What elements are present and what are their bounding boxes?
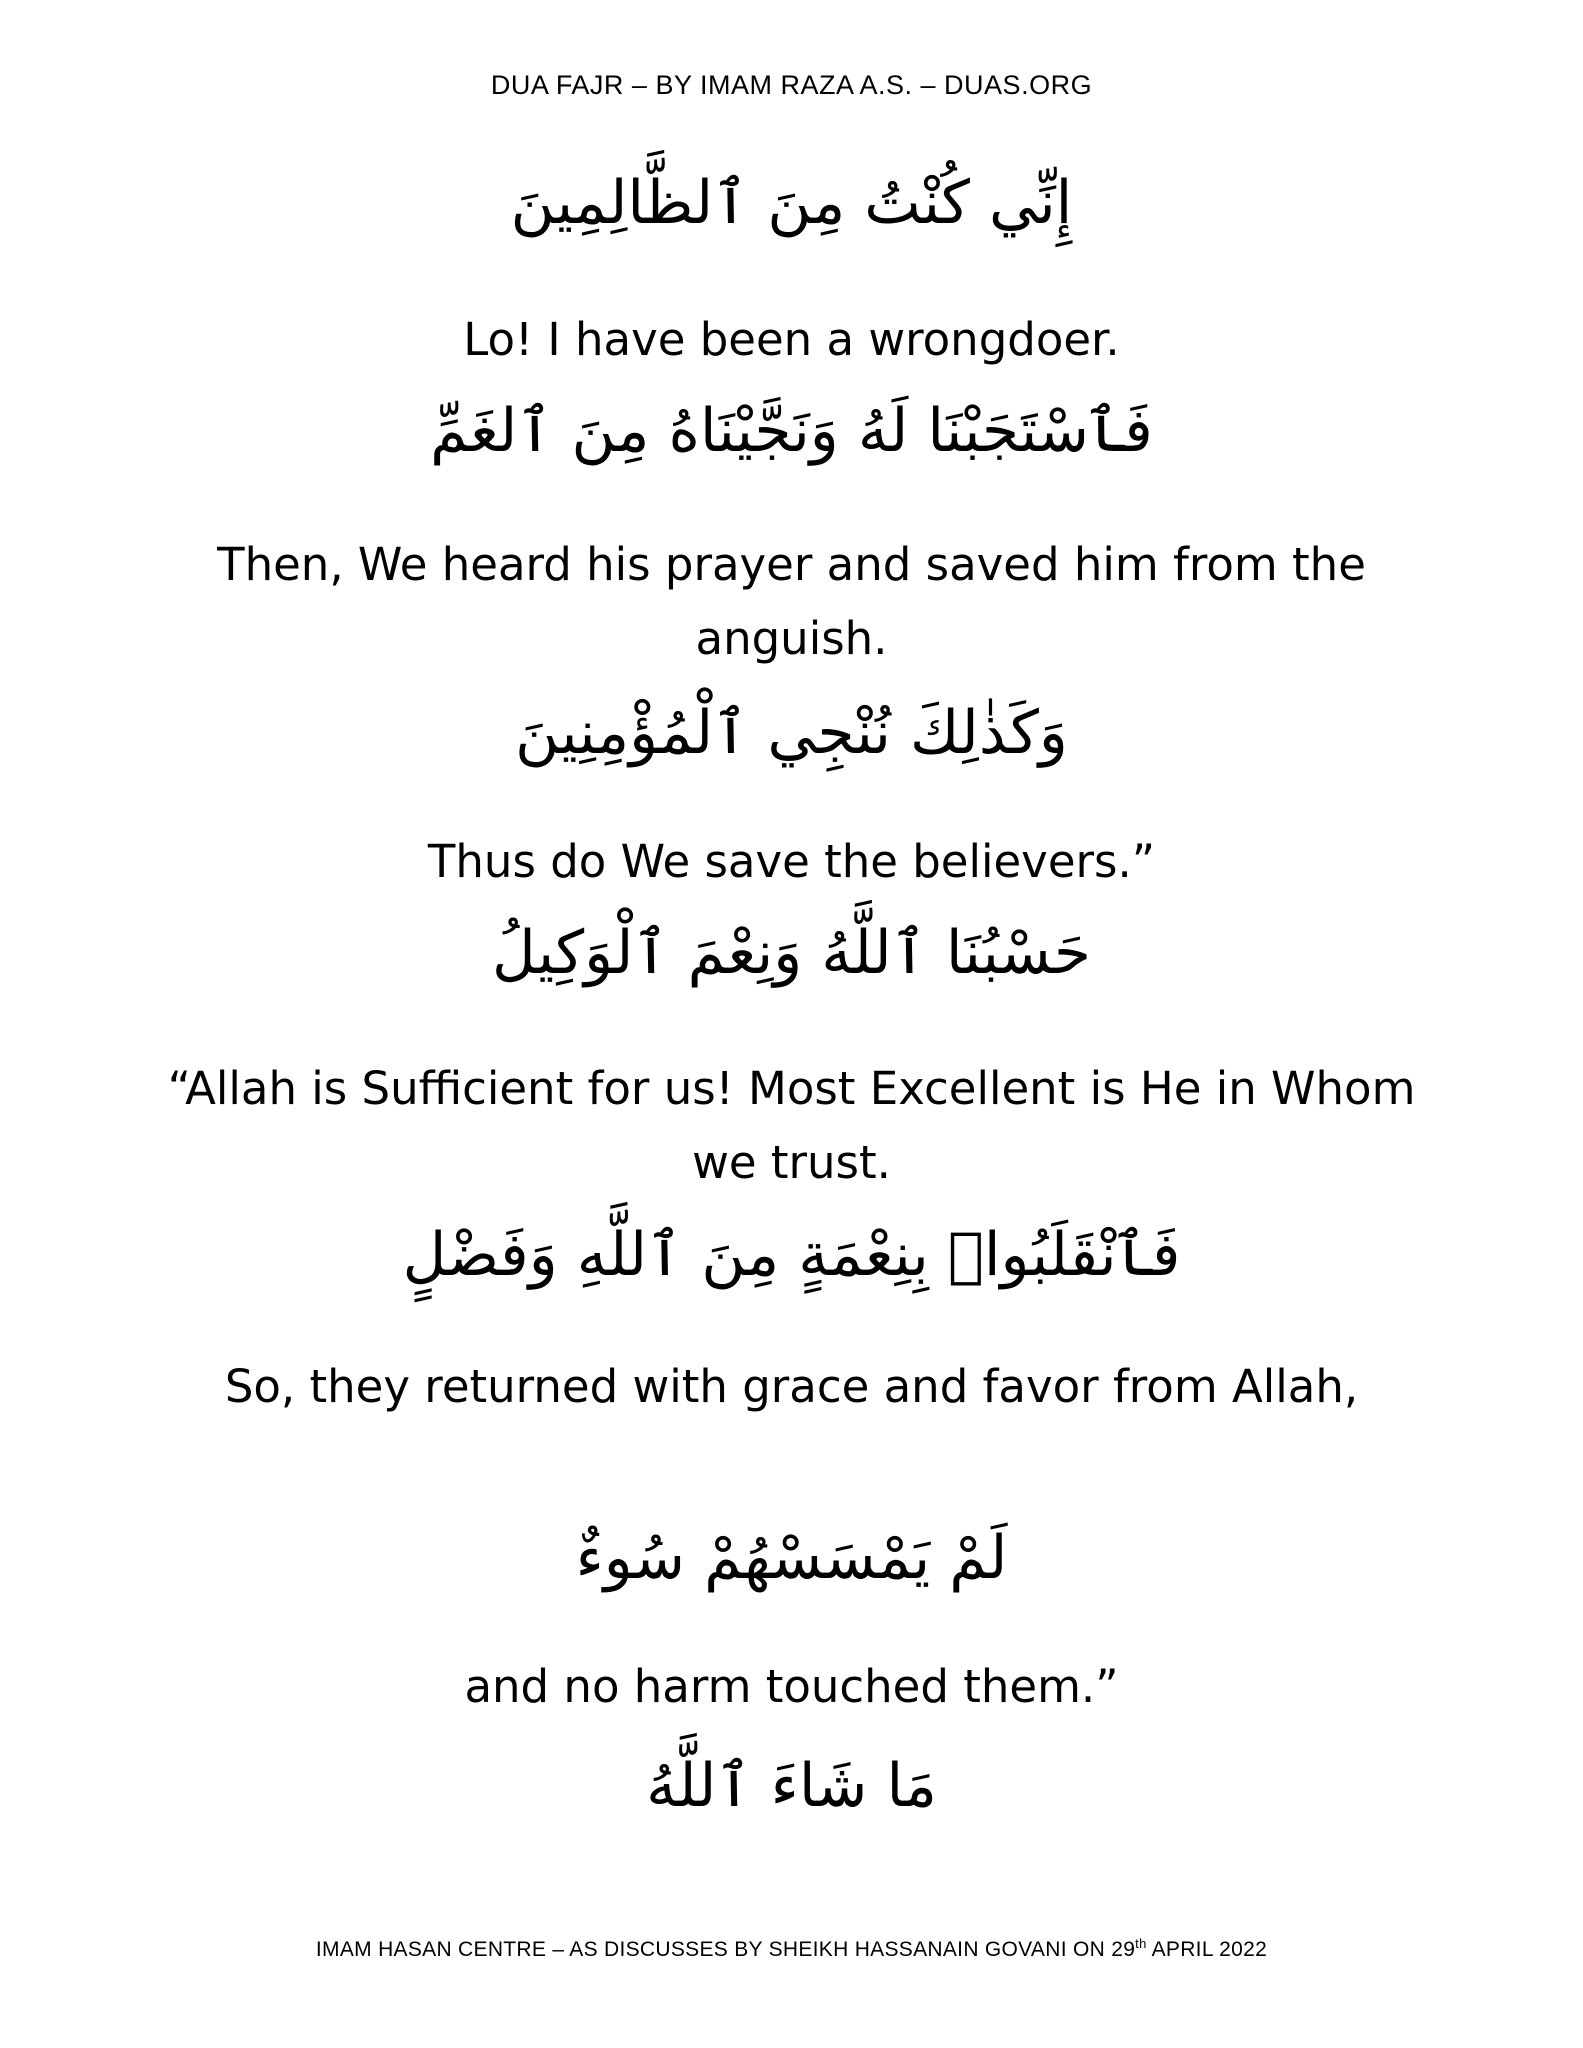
- footer-text: IMAM HASAN CENTRE – AS DISCUSSES BY SHEIKH HASSANAIN GOVANI ON 29: [315, 1938, 1136, 1961]
- arabic-verse-5: فَٱنْقَلَبُوا۟ بِنِعْمَةٍ مِنَ ٱللَّهِ وَفَضْلٍ: [402, 1220, 1181, 1290]
- arabic-verse-1: إِنِّي كُنْتُ مِنَ ٱلظَّالِمِينَ: [510, 168, 1073, 238]
- english-translation-4: “Allah is Sufficient for us! Most Excellent is He in Whom we trust.: [167, 1062, 1416, 1189]
- english-translation-5: So, they returned with grace and favor from Allah,: [224, 1360, 1359, 1413]
- page-footer: [0, 1938, 1583, 1962]
- footer-date-tail: APRIL 2022: [1146, 1938, 1268, 1961]
- english-translation-1: Lo! I have been a wrongdoer.: [463, 313, 1120, 366]
- english-translation-6: and no harm touched them.”: [464, 1660, 1119, 1713]
- arabic-verse-2: فَٱسْتَجَبْنَا لَهُ وَنَجَّيْنَاهُ مِنَ ٱلغَمِّ: [430, 396, 1153, 466]
- arabic-verse-6: لَمْ يَمْسَسْهُمْ سُوءٌ: [575, 1523, 1008, 1593]
- arabic-verse-4: حَسْبُنَا ٱللَّهُ وَنِعْمَ ٱلْوَكِيلُ: [492, 918, 1091, 988]
- footer-superscript: th: [1135, 1936, 1147, 1951]
- english-translation-3: Thus do We save the believers.”: [427, 835, 1156, 888]
- english-translation-2: Then, We heard his prayer and saved him from the anguish.: [217, 538, 1366, 665]
- arabic-verse-7: مَا شَاءَ ٱللَّهُ: [646, 1751, 937, 1821]
- arabic-verse-3: وَكَذٰلِكَ نُنْجِي ٱلْمُؤْمِنِينَ: [515, 698, 1068, 768]
- page-header: DUA FAJR – BY IMAM RAZA A.S. – DUAS.ORG: [490, 70, 1093, 100]
